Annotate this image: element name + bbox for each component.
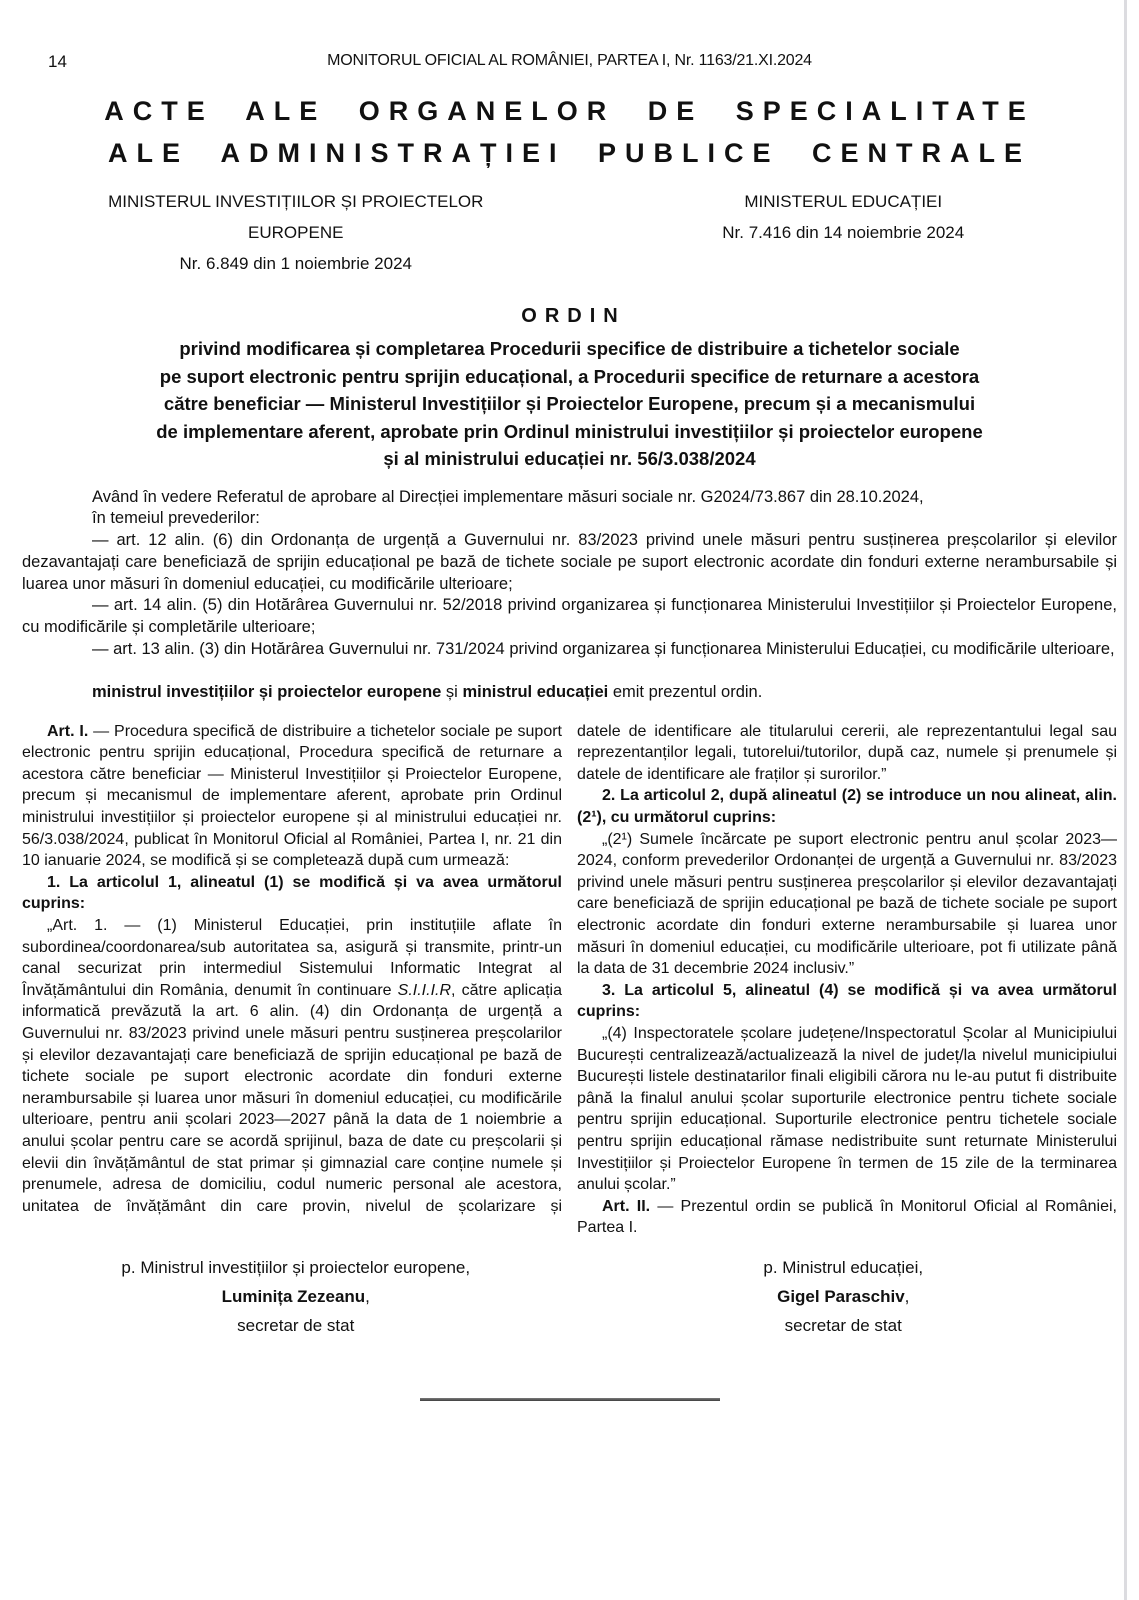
signature-right-comma: , [904,1286,910,1306]
body-column-right [577,721,1117,1239]
signature-left-role: secretar de stat [237,1315,355,1335]
order-subtitle-line3: către beneficiar — Ministerul Investițiilor și Proiectelor Europene, precum și a mecanismului [163,393,976,414]
body-columns [22,721,1117,1239]
preamble [22,487,1117,661]
issuing-ministries [22,186,1117,279]
issuer-left-number: Nr. 6.849 din 1 noiembrie 2024 [179,254,412,273]
order-title: ORDIN [521,305,626,327]
page-number: 14 [48,52,67,71]
article-1-label: Art. I. [47,722,89,740]
enactment-connector: și [445,682,458,701]
continuation-paragraph: datele de identificare ale titularului cererii, ale reprezentantului legal sau reprezentanților legali, tutorelui/tutorilor, după caz, numele și prenumele și datele de identificare ale fraților și surorilor.” [577,722,1117,783]
preamble-paragraph-2: în temeiul prevederilor: [92,509,260,528]
signature-right-name: Gigel Paraschiv [777,1286,905,1306]
amendment-3-heading: 3. La articolul 5, alineatul (4) se modifică și va avea următorul cuprins: [577,981,1117,1021]
enactment-issuer-2: ministrul educației [462,682,609,701]
amendment-1-heading: 1. La articolul 1, alineatul (1) se modifică și va avea următorul cuprins: [22,873,562,913]
gazette-header: MONITORUL OFICIAL AL ROMÂNIEI, PARTEA I, Nr. 1163/21.XI.2024 [327,52,812,69]
article-1-paragraph [22,721,562,872]
body-column-left [22,721,562,1239]
issuer-right-number: Nr. 7.416 din 14 noiembrie 2024 [722,223,965,242]
preamble-item-2: — art. 14 alin. (5) din Hotărârea Guvernului nr. 52/2018 privind organizarea și funcționarea Ministerului Investițiilor și Proiectelor Europene, cu modificările și completările ulterioare; [22,596,1117,637]
enactment-clause [22,682,1117,704]
amendment-1-text [22,915,562,1217]
preamble-item-1: — art. 12 alin. (6) din Ordonanța de urgență a Guvernului nr. 83/2023 privind unele măsuri pentru susținerea preșcolarilor și elevilor dezavantajați care beneficiază de sprijin educațional pe bază de tichete sociale pe suport electronic acordate din fonduri externe nerambursabile și luarea unor măsuri în domeniul educației, cu modificările ulterioare; [22,531,1117,593]
enactment-issuer-1: ministrul investițiilor și proiectelor europene [92,682,442,701]
siiir-abbreviation: S.I.I.I.R [397,981,452,999]
signature-left [22,1253,570,1340]
scan-page-edge [1124,0,1127,1600]
article-1-text: — Procedura specifică de distribuire a tichetelor sociale pe suport electronic pentru sprijin educațional, Procedura specifică de returnare a acestora către beneficiar — Ministerul Investițiilor și Proiectelor Europene, precum și mecanismul de implementare aferent, aprobate prin Ordinul ministrului investițiilor și proiectelor europene și al ministrului educației nr. 56/3.038/2024, publicat în Monitorul Oficial al României, Partea I, nr. 21 din 10 ianuarie 2024, se modifică și se completează după cum urmează: [22,722,563,870]
issuer-right-name: MINISTERUL EDUCAȚIEI [744,192,943,211]
order-subtitle [22,335,1117,473]
order-subtitle-line4: de implementare aferent, aprobate prin Ordinul ministrului investițiilor și proiectelor europene [156,420,983,442]
issuer-left [22,186,570,279]
signature-right-name-line [570,1282,1118,1311]
issuer-left-name-line2: EUROPENE [248,223,344,242]
signature-left-title: p. Ministrul investițiilor și proiectelor europene, [121,1257,471,1277]
signature-right-title: p. Ministrul educației, [763,1257,924,1277]
order-subtitle-line5: și al ministrului educației nr. 56/3.038/2024 [383,448,756,469]
order-subtitle-line2: pe suport electronic pentru sprijin educațional, a Procedurii specifice de returnare a acestora [159,365,980,387]
article-2-paragraph [577,1196,1117,1239]
issuer-left-name-line1: MINISTERUL INVESTIȚIILOR ȘI PROIECTELOR [108,192,484,211]
signature-right-role: secretar de stat [784,1315,902,1335]
section-title-line1: ACTE ALE ORGANELOR DE SPECIALITATE [104,96,1035,126]
amendment-1-text-a: „Art. 1. — (1) Ministerul Educației, prin instituțiile aflate în subordinea/coordonarea/sub autoritatea sa, asigură și transmite, printr-un canal securizat prin intermediul Sistemului Informatic Integrat al Învățământului din România, denumit în continuare [22,917,562,999]
amendment-1-text-b: , către aplicația informatică prevăzută la art. 6 alin. (4) din Ordonanța de urgență a Guvernului nr. 83/2023 privind unele măsuri pentru susținerea preșcolarilor și elevilor dezavantajați care beneficiază de sprijin educațional pe bază de tichete sociale pe suport electronic acordate din fonduri externe nerambursabile și luarea unor măsuri în domeniul educației, cu modificările ulterioare, pentru anii școlari 2023—2027 până la data de 1 noiembrie a anului școlar pentru care se acordă sprijinul, baza de date cu preșcolarii și elevii din învățământul de stat primar și gimnazial care conține numele și prenumele, adresa de domiciliu, codul numeric personal ale acestora, unitatea de învățământ din care provin, nivelul de școlarizare și [22,981,562,1215]
amendment-3-text: „(4) Inspectoratele școlare județene/Inspectoratul Școlar al Municipiului București centralizează/actualizează la nivel de județ/la nivelul municipiului București listele destinatarilor finali eligibili cărora nu le-au putut fi distribuite până la finalul anului școlar suporturile electronice pentru tichete sociale pentru sprijin educațional. Suporturile electronice pentru tichetele sociale pentru sprijin educațional rămase nedistribuite sunt returnate Ministerului Investițiilor și Proiectelor Europene în termen de 15 zile de la terminarea anului școlar.” [577,1024,1117,1194]
section-title [22,90,1117,174]
signature-left-comma: , [365,1286,370,1306]
signature-block [22,1253,1117,1340]
signature-left-name-line [22,1282,570,1311]
enactment-verb: emit prezentul ordin. [612,682,763,701]
end-of-act-divider [420,1398,720,1401]
preamble-item-3: — art. 13 alin. (3) din Hotărârea Guvernului nr. 731/2024 privind organizarea și funcționarea Ministerului Educației, cu modificările ulterioare, [92,640,1115,659]
article-2-text: — Prezentul ordin se publică în Monitorul Oficial al României, Partea I. [577,1197,1118,1237]
order-subtitle-line1: privind modificarea și completarea Procedurii specifice de distribuire a tichetelor sociale [179,338,960,359]
article-2-label: Art. II. [602,1197,651,1215]
signature-left-name: Luminița Zezeanu [221,1286,366,1306]
amendment-2-text: „(2¹) Sumele încărcate pe suport electronic pentru anul școlar 2023—2024, conform prevederilor Ordonanței de urgență a Guvernului nr. 83/2023 privind unele măsuri pentru susținerea preșcolarilor și elevilor dezavantajați care beneficiază de sprijin educațional pe bază de tichete sociale pe suport electronic acordate din fonduri externe nerambursabile și luarea unor măsuri în domeniul educației, cu modificările ulterioare, pot fi utilizate până la data de 31 decembrie 2024 inclusiv.” [577,830,1117,978]
page-head [22,52,1117,74]
preamble-paragraph-1: Având în vedere Referatul de aprobare al Direcției implementare măsuri sociale nr. G2024/73.867 din 28.10.2024, [92,487,924,506]
signature-right [570,1253,1118,1340]
amendment-2-heading: 2. La articolul 2, după alineatul (2) se introduce un nou alineat, alin. (2¹), cu următorul cuprins: [577,787,1117,827]
section-title-line2: ALE ADMINISTRAȚIEI PUBLICE CENTRALE [108,138,1031,168]
issuer-right [570,186,1118,279]
